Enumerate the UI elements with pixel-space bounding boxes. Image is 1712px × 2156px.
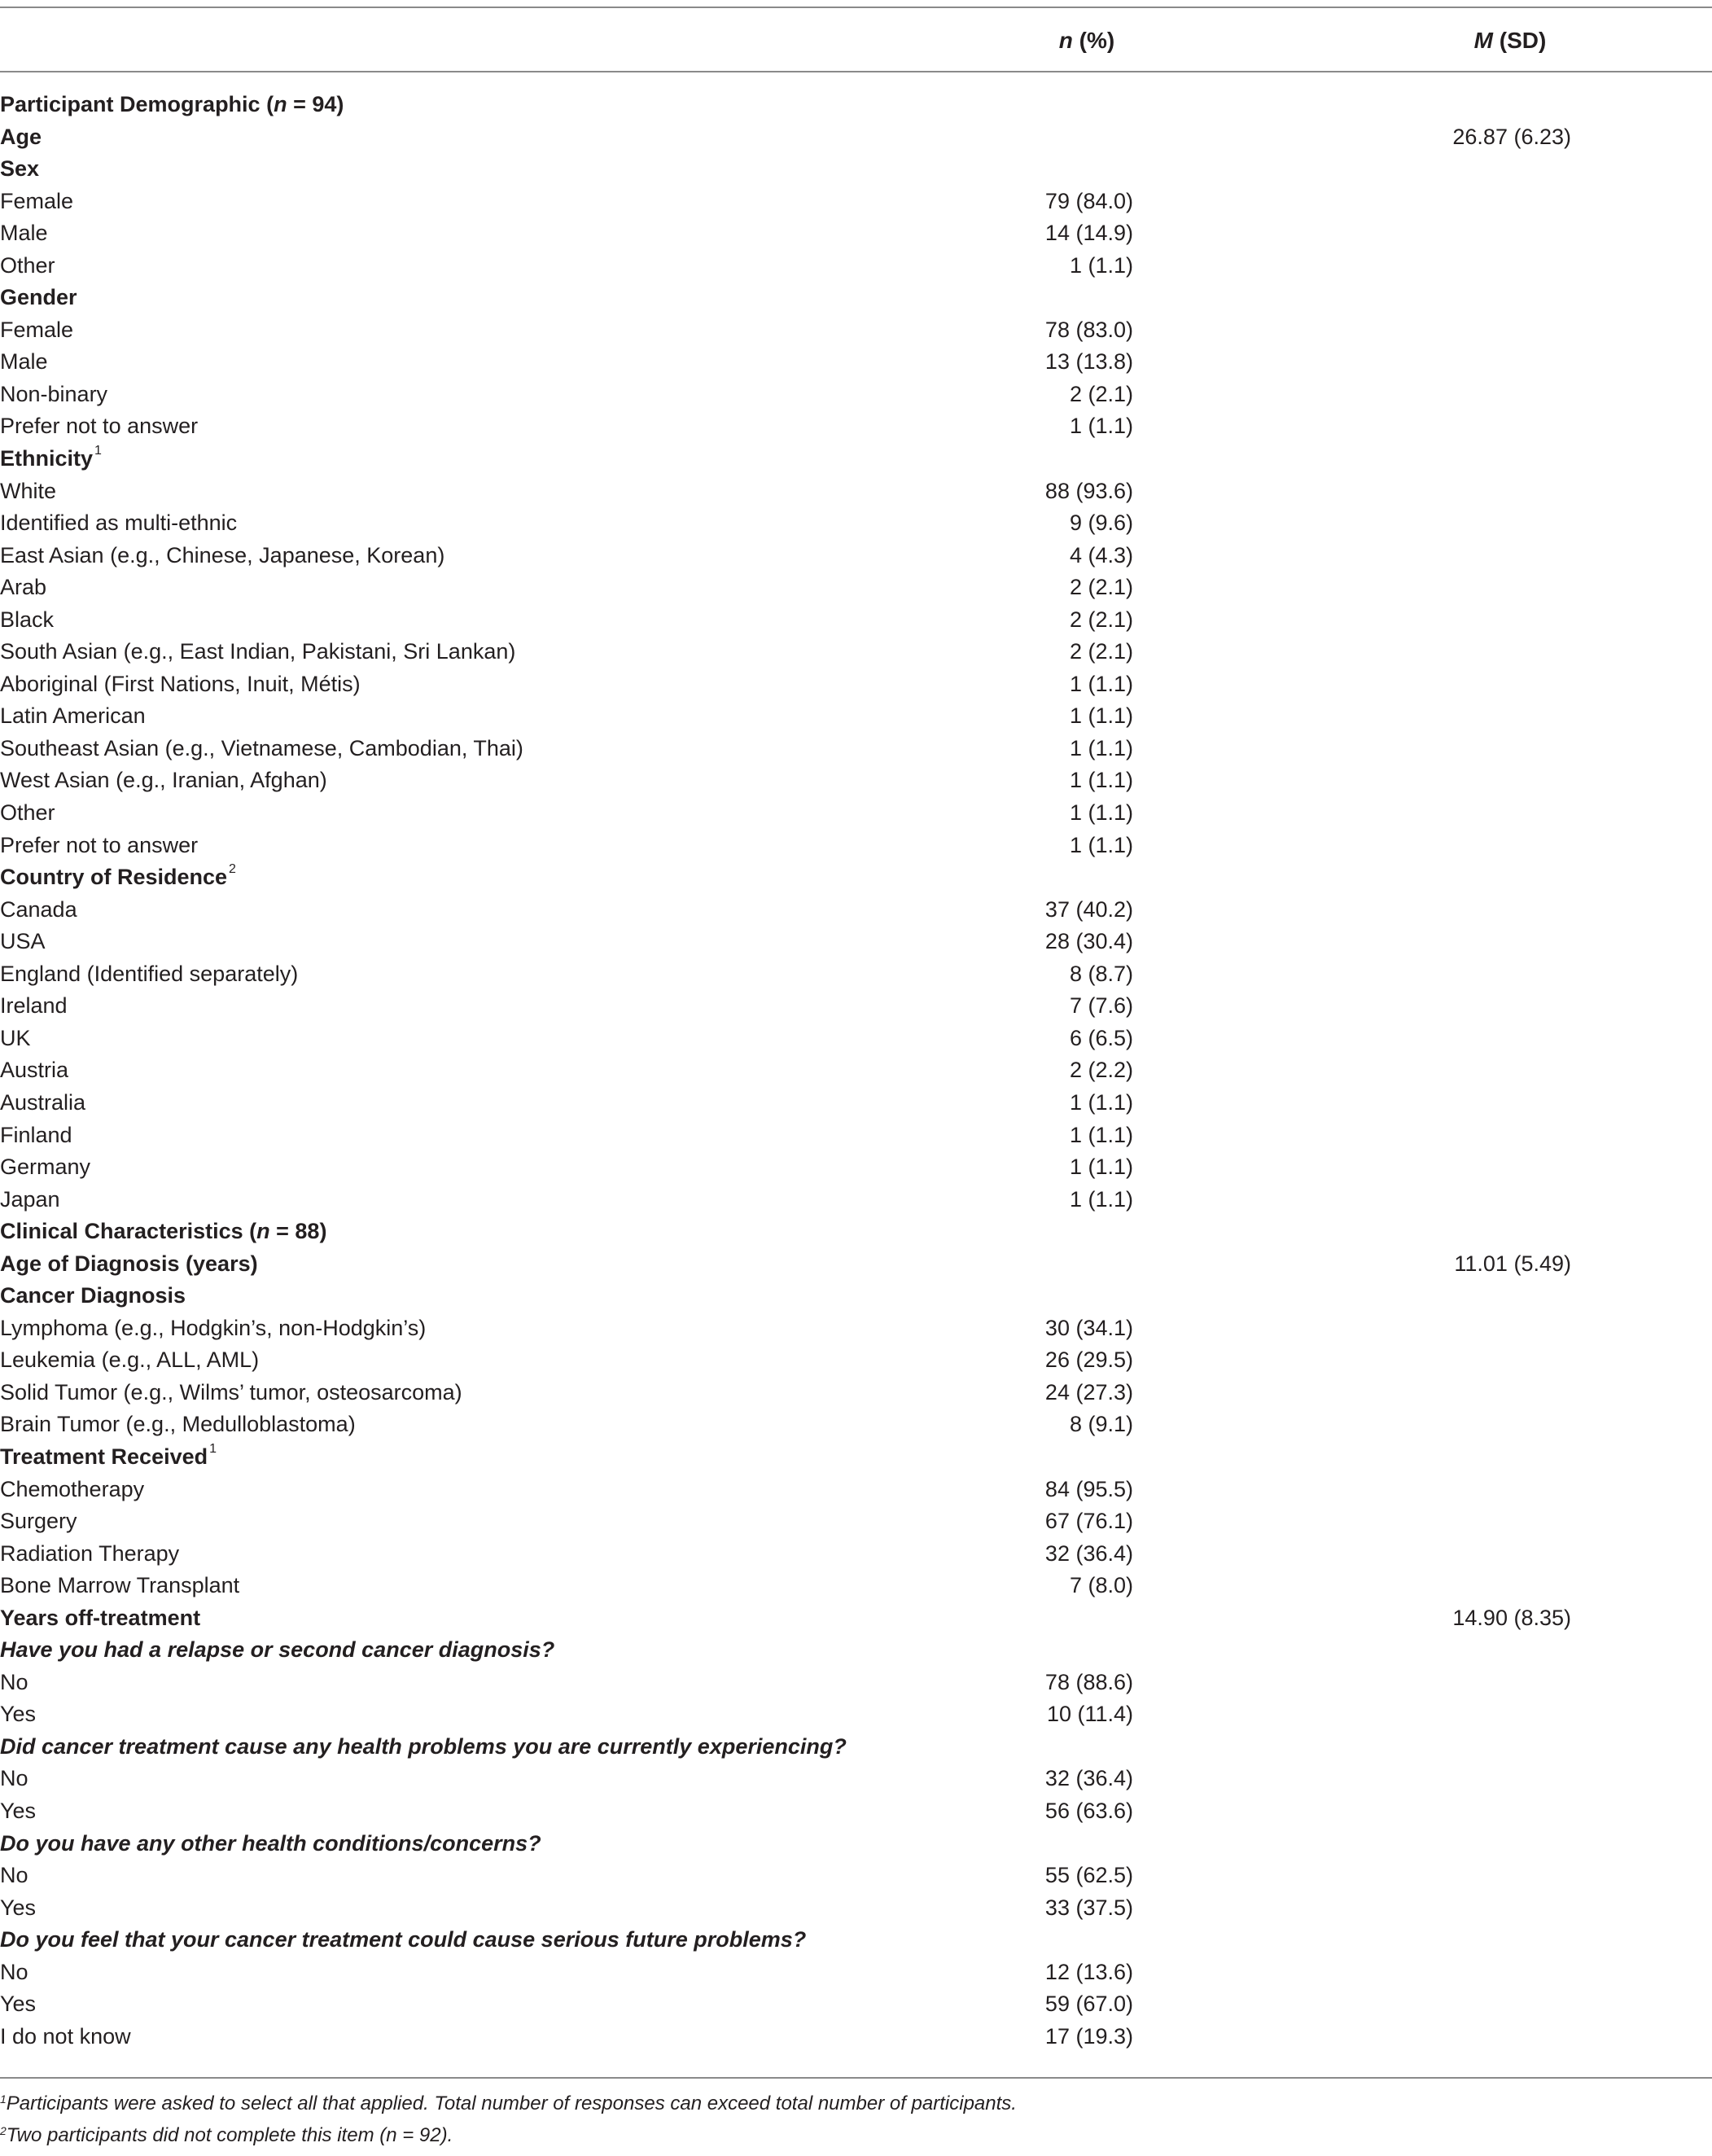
row-label	[0, 250, 55, 283]
table-question-row	[0, 1828, 1712, 1860]
cell-n-percent: 55 (62.5)	[1044, 1863, 1133, 1888]
cell-n-percent: 13 (13.8)	[1044, 349, 1133, 375]
footnote-1-marker: 1	[0, 2092, 7, 2106]
row-label	[0, 990, 68, 1023]
table-row	[0, 1795, 1712, 1828]
table-row	[0, 926, 1712, 958]
column-header-n-symbol: n	[1058, 28, 1073, 53]
cell-n-percent: 1 (1.1)	[1069, 1089, 1133, 1115]
row-label-text: UK	[0, 1025, 31, 1050]
cell-n-percent: 56 (63.6)	[1044, 1798, 1133, 1823]
table-row	[0, 733, 1712, 765]
table-row	[0, 314, 1712, 347]
row-label	[0, 1731, 847, 1764]
row-label-text: Other	[0, 800, 55, 826]
row-label	[0, 410, 198, 443]
row-label-text: No	[0, 1766, 28, 1791]
row-label-text: Australia	[0, 1089, 86, 1115]
cell-n-percent: 9 (9.6)	[1069, 511, 1133, 536]
row-label-text: Years off-treatment	[0, 1605, 201, 1630]
row-label-text: Male	[0, 349, 48, 375]
row-label	[0, 2021, 131, 2053]
row-label-text: Japan	[0, 1186, 60, 1212]
cell-n-percent: 1 (1.1)	[1069, 832, 1133, 857]
table-row	[0, 1377, 1712, 1409]
table-row	[0, 1474, 1712, 1506]
row-label-count: = 94)	[287, 92, 344, 116]
row-label-text: Age of Diagnosis (years)	[0, 1251, 258, 1276]
table-row	[0, 507, 1712, 540]
row-label-text: Southeast Asian (e.g., Vietnamese, Cambodian, Thai)	[0, 735, 523, 760]
row-label	[0, 1474, 144, 1506]
table-question-row	[0, 1924, 1712, 1957]
cell-n-percent: 32 (36.4)	[1044, 1540, 1133, 1566]
footnote-2	[0, 2122, 453, 2149]
row-label-text: Solid Tumor (e.g., Wilms’ tumor, osteosarcoma)	[0, 1379, 462, 1404]
row-label	[0, 540, 444, 572]
cell-n-percent: 2 (2.1)	[1069, 575, 1133, 600]
table-group-row	[0, 153, 1712, 186]
cell-n-percent: 67 (76.1)	[1044, 1509, 1133, 1534]
row-label	[0, 1248, 258, 1281]
row-label	[0, 733, 523, 765]
row-label-text: Identified as multi-ethnic	[0, 511, 238, 536]
row-label	[0, 958, 298, 991]
cell-n-percent: 33 (37.5)	[1044, 1895, 1133, 1920]
row-label	[0, 89, 344, 121]
column-header-n-suffix: (%)	[1072, 28, 1115, 53]
cell-n-percent: 88 (93.6)	[1044, 478, 1133, 503]
table-row	[0, 1957, 1712, 1989]
row-label-text: East Asian (e.g., Chinese, Japanese, Korean)	[0, 542, 445, 567]
table-row	[0, 765, 1712, 797]
row-label-text: Other	[0, 252, 55, 278]
row-label-text: Brain Tumor (e.g., Medulloblastoma)	[0, 1412, 356, 1437]
row-label	[0, 186, 73, 218]
table-row	[0, 379, 1712, 411]
row-label-text: Leukemia (e.g., ALL, AML)	[0, 1348, 260, 1373]
row-label-text: Germany	[0, 1155, 91, 1180]
row-label-text: Clinical Characteristics (	[0, 1219, 257, 1244]
table-group-row	[0, 282, 1712, 314]
row-label	[0, 1216, 326, 1248]
table-group-row	[0, 121, 1712, 154]
row-label	[0, 700, 146, 733]
row-label-text: I do not know	[0, 2023, 131, 2049]
cell-n-percent: 30 (34.1)	[1044, 1315, 1133, 1340]
cell-n-percent: 7 (8.0)	[1069, 1573, 1133, 1598]
table-row	[0, 894, 1712, 927]
row-label-text: Yes	[0, 1992, 37, 2017]
footnote-2-marker: 2	[0, 2124, 7, 2137]
cell-n-percent: 84 (95.5)	[1044, 1476, 1133, 1501]
cell-n-percent: 17 (19.3)	[1044, 2023, 1133, 2049]
row-label-text: Austria	[0, 1058, 69, 1083]
cell-n-percent: 37 (40.2)	[1044, 896, 1133, 922]
cell-n-percent: 1 (1.1)	[1069, 735, 1133, 760]
cell-n-percent: 1 (1.1)	[1069, 768, 1133, 793]
table-section-row	[0, 89, 1712, 121]
table-row	[0, 2021, 1712, 2053]
row-label	[0, 1538, 179, 1571]
row-label-text: Canada	[0, 896, 77, 922]
table-row	[0, 700, 1712, 733]
table-row	[0, 668, 1712, 701]
row-label	[0, 1409, 356, 1441]
cell-n-percent: 59 (67.0)	[1044, 1992, 1133, 2017]
cell-n-percent: 1 (1.1)	[1069, 1155, 1133, 1180]
table-group-row	[0, 443, 1712, 475]
table-row	[0, 1054, 1712, 1087]
cell-n-percent: 28 (30.4)	[1044, 929, 1133, 954]
cell-n-percent: 1 (1.1)	[1069, 1122, 1133, 1147]
row-label-text: Black	[0, 607, 55, 632]
row-label-n-symbol: n	[256, 1219, 270, 1244]
row-label-n-symbol: n	[274, 92, 287, 116]
cell-mean-sd: 26.87 (6.23)	[1452, 124, 1571, 149]
cell-n-percent: 78 (88.6)	[1044, 1669, 1133, 1694]
table-group-row	[0, 1280, 1712, 1312]
cell-n-percent: 2 (2.1)	[1069, 607, 1133, 632]
cell-n-percent: 7 (7.6)	[1069, 993, 1133, 1019]
row-label-text: Female	[0, 317, 74, 342]
row-label-text: No	[0, 1863, 28, 1888]
table-row	[0, 797, 1712, 830]
row-label-text: Prefer not to answer	[0, 414, 199, 439]
row-label	[0, 507, 237, 540]
row-label-text: Treatment Received	[0, 1444, 208, 1469]
row-label	[0, 1054, 68, 1087]
cell-n-percent: 1 (1.1)	[1069, 671, 1133, 696]
cell-n-percent: 1 (1.1)	[1069, 703, 1133, 729]
table-row	[0, 1667, 1712, 1699]
cell-n-percent: 8 (9.1)	[1069, 1412, 1133, 1437]
row-label	[0, 1860, 28, 1892]
table-row	[0, 540, 1712, 572]
row-label-text: West Asian (e.g., Iranian, Afghan)	[0, 768, 327, 793]
table-row	[0, 186, 1712, 218]
cell-n-percent: 6 (6.5)	[1069, 1025, 1133, 1050]
row-label	[0, 572, 46, 604]
table-row	[0, 1120, 1712, 1152]
table-row	[0, 1570, 1712, 1602]
row-label-text: Gender	[0, 285, 77, 310]
column-header-mean-sd	[1408, 24, 1612, 57]
row-label	[0, 1441, 217, 1474]
row-label	[0, 443, 102, 475]
footnote-marker: 1	[209, 1441, 217, 1456]
row-label-text: Radiation Therapy	[0, 1540, 180, 1566]
bottom-rule	[0, 2077, 1712, 2079]
row-label-text: Do you feel that your cancer treatment could cause serious future problems?	[0, 1927, 807, 1952]
cell-n-percent: 2 (2.1)	[1069, 381, 1133, 406]
row-label-text: Bone Marrow Transplant	[0, 1573, 240, 1598]
table-question-row	[0, 1634, 1712, 1667]
footnote-marker: 1	[94, 444, 102, 458]
row-label-text: Ireland	[0, 993, 68, 1019]
cell-n-percent: 1 (1.1)	[1069, 252, 1133, 278]
table-group-row	[0, 1441, 1712, 1474]
row-label	[0, 475, 56, 508]
cell-mean-sd: 14.90 (8.35)	[1452, 1605, 1571, 1630]
table-group-row	[0, 1248, 1712, 1281]
cell-n-percent: 1 (1.1)	[1069, 800, 1133, 826]
row-label-text: Participant Demographic (	[0, 92, 274, 116]
row-label-text: USA	[0, 929, 46, 954]
row-label-text: Male	[0, 221, 48, 246]
table-section-row	[0, 1216, 1712, 1248]
row-label-text: Latin American	[0, 703, 146, 729]
row-label-text: Aboriginal (First Nations, Inuit, Métis)	[0, 671, 361, 696]
row-label-text: No	[0, 1959, 28, 1984]
row-label	[0, 1120, 72, 1152]
footnote-2-text: Two participants did not complete this item (n = 92).	[6, 2124, 453, 2146]
row-label	[0, 1280, 186, 1312]
footnote-1-text: Participants were asked to select all that applied. Total number of responses can exceed total number of participants.	[6, 2092, 1017, 2114]
row-label	[0, 1087, 85, 1120]
row-label-text: Yes	[0, 1895, 37, 1920]
row-label	[0, 1795, 36, 1828]
table-row	[0, 1023, 1712, 1055]
row-label	[0, 1184, 60, 1216]
row-label	[0, 926, 46, 958]
row-label	[0, 1602, 200, 1635]
table-row	[0, 1860, 1712, 1892]
row-label-text: Female	[0, 188, 74, 213]
table-row	[0, 1184, 1712, 1216]
cell-n-percent: 24 (27.3)	[1044, 1379, 1133, 1404]
cell-n-percent: 26 (29.5)	[1044, 1348, 1133, 1373]
row-label-text: Yes	[0, 1702, 37, 1727]
row-label	[0, 1312, 426, 1345]
row-label-text: Did cancer treatment cause any health problems you are currently experiencing?	[0, 1733, 847, 1759]
top-rule	[0, 7, 1712, 8]
table-row	[0, 1698, 1712, 1731]
table-row	[0, 958, 1712, 991]
table-row	[0, 1763, 1712, 1795]
table-row	[0, 990, 1712, 1023]
table-row	[0, 250, 1712, 283]
cell-n-percent: 4 (4.3)	[1069, 542, 1133, 567]
row-label	[0, 153, 39, 186]
cell-n-percent: 8 (8.7)	[1069, 961, 1133, 986]
row-label-text: Chemotherapy	[0, 1476, 145, 1501]
row-label	[0, 282, 77, 314]
column-header-n-percent	[985, 24, 1189, 57]
cell-n-percent: 10 (11.4)	[1046, 1702, 1133, 1727]
row-label	[0, 894, 77, 927]
row-label-text: Lymphoma (e.g., Hodgkin’s, non-Hodgkin’s)	[0, 1315, 427, 1340]
cell-n-percent: 79 (84.0)	[1044, 188, 1133, 213]
row-label	[0, 1957, 28, 1989]
row-label-text: Have you had a relapse or second cancer diagnosis?	[0, 1637, 555, 1663]
row-label-text: Yes	[0, 1798, 37, 1823]
cell-n-percent: 2 (2.2)	[1069, 1058, 1133, 1083]
row-label	[0, 121, 42, 154]
cell-n-percent: 1 (1.1)	[1069, 414, 1133, 439]
table-row	[0, 830, 1712, 862]
cell-n-percent: 14 (14.9)	[1044, 221, 1133, 246]
table-row	[0, 1988, 1712, 2021]
row-label	[0, 1667, 28, 1699]
row-label	[0, 1570, 239, 1602]
row-label-text: Do you have any other health conditions/concerns?	[0, 1830, 541, 1856]
row-label	[0, 1698, 36, 1731]
table-row	[0, 217, 1712, 250]
header-rule	[0, 71, 1712, 72]
table-body	[0, 89, 1712, 2053]
row-label-text: No	[0, 1669, 28, 1694]
row-label	[0, 1763, 28, 1795]
table-row	[0, 1312, 1712, 1345]
row-label-text: Prefer not to answer	[0, 832, 199, 857]
row-label	[0, 1377, 462, 1409]
row-label-text: Sex	[0, 156, 40, 182]
row-label	[0, 1023, 31, 1055]
row-label	[0, 1892, 36, 1925]
cell-mean-sd: 11.01 (5.49)	[1454, 1251, 1571, 1276]
table-row	[0, 346, 1712, 379]
row-label	[0, 217, 48, 250]
row-label-text: Non-binary	[0, 381, 108, 406]
row-label	[0, 765, 327, 797]
table-row	[0, 1538, 1712, 1571]
table-row	[0, 1151, 1712, 1184]
row-label	[0, 1828, 541, 1860]
cell-n-percent: 1 (1.1)	[1069, 1186, 1133, 1212]
table-row	[0, 1892, 1712, 1925]
row-label	[0, 668, 361, 701]
table-row	[0, 1344, 1712, 1377]
row-label-text: Age	[0, 124, 42, 149]
cell-n-percent: 78 (83.0)	[1044, 317, 1133, 342]
row-label	[0, 1344, 259, 1377]
table-group-row	[0, 1602, 1712, 1635]
row-label-text: Cancer Diagnosis	[0, 1283, 186, 1308]
row-label	[0, 1988, 36, 2021]
column-header-m-symbol: M	[1473, 28, 1493, 53]
row-label-text: Surgery	[0, 1509, 77, 1534]
table-row	[0, 572, 1712, 604]
table-row	[0, 636, 1712, 668]
row-label	[0, 1151, 90, 1184]
footnote-1	[0, 2090, 1017, 2118]
cell-n-percent: 12 (13.6)	[1044, 1959, 1133, 1984]
table-group-row	[0, 861, 1712, 894]
table-row	[0, 1087, 1712, 1120]
table-row	[0, 410, 1712, 443]
row-label	[0, 1924, 806, 1957]
row-label	[0, 830, 198, 862]
row-label	[0, 797, 55, 830]
table-row	[0, 1409, 1712, 1441]
row-label	[0, 346, 48, 379]
row-label-count: = 88)	[269, 1219, 327, 1244]
row-label	[0, 314, 73, 347]
cell-n-percent: 32 (36.4)	[1044, 1766, 1133, 1791]
row-label	[0, 379, 107, 411]
row-label-text: Arab	[0, 575, 47, 600]
row-label-text: Country of Residence	[0, 865, 228, 890]
row-label-text: Ethnicity	[0, 446, 94, 471]
column-header-m-suffix: (SD)	[1493, 28, 1547, 53]
cell-n-percent: 2 (2.1)	[1069, 639, 1133, 664]
table-row	[0, 604, 1712, 637]
row-label	[0, 604, 54, 637]
table-row	[0, 475, 1712, 508]
table-row	[0, 1505, 1712, 1538]
footnote-marker: 2	[229, 862, 236, 877]
row-label-text: England (Identified separately)	[0, 961, 299, 986]
row-label	[0, 1505, 77, 1538]
row-label	[0, 861, 236, 894]
row-label	[0, 1634, 554, 1667]
row-label-text: Finland	[0, 1122, 72, 1147]
table-question-row	[0, 1731, 1712, 1764]
row-label	[0, 636, 515, 668]
row-label-text: White	[0, 478, 57, 503]
row-label-text: South Asian (e.g., East Indian, Pakistani, Sri Lankan)	[0, 639, 516, 664]
